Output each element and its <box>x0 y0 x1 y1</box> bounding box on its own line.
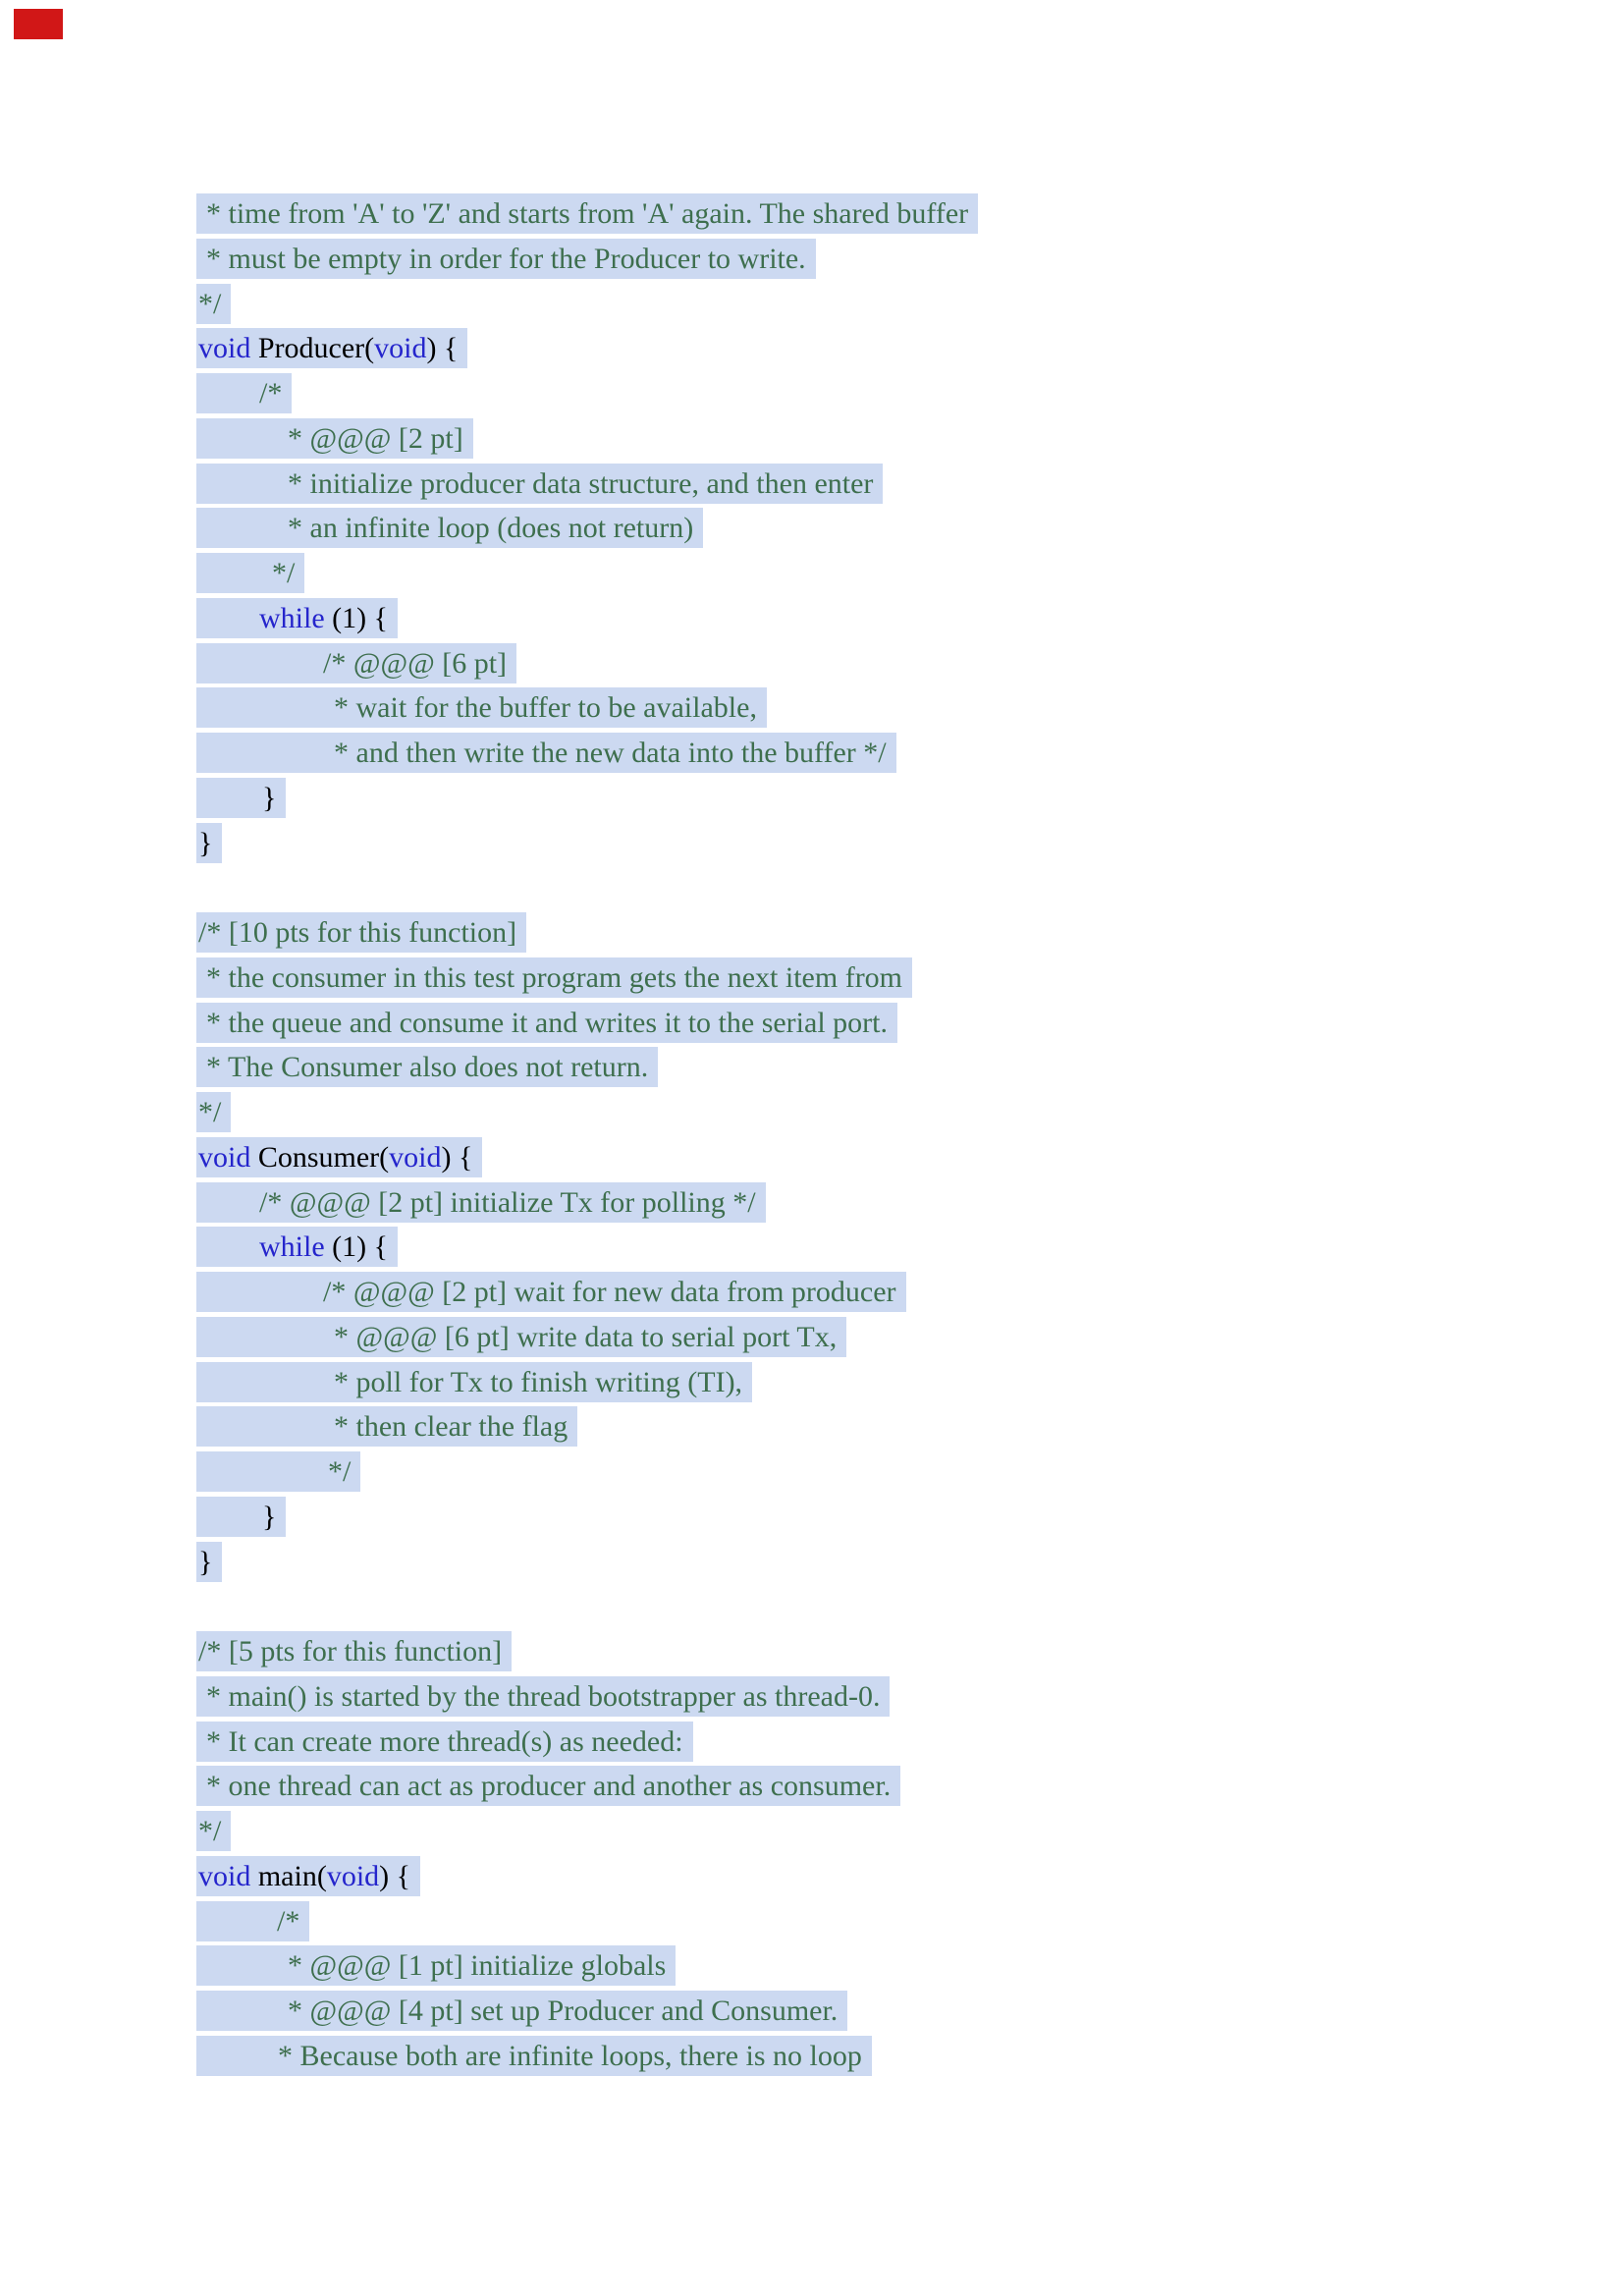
comment-token: */ <box>272 557 296 589</box>
code-line[interactable] <box>196 912 526 953</box>
code-line[interactable] <box>196 373 292 413</box>
code-line[interactable] <box>196 1497 286 1537</box>
code-line[interactable] <box>196 1451 360 1492</box>
code-token: } <box>198 826 213 859</box>
code-line[interactable] <box>196 1182 766 1223</box>
code-token: ) { <box>441 1140 473 1174</box>
code-line[interactable] <box>196 1047 658 1087</box>
comment-token: */ <box>198 1815 222 1847</box>
keyword-token: void <box>389 1140 442 1174</box>
comment-token: /* @@@ [2 pt] initialize Tx for polling */ <box>259 1185 756 1219</box>
code-token: (1) { <box>324 601 389 634</box>
code-token: Consumer( <box>250 1140 390 1174</box>
keyword-token: void <box>374 332 427 365</box>
code-line[interactable] <box>196 418 473 459</box>
comment-token: /* @@@ [2 pt] wait for new data from producer <box>323 1276 896 1308</box>
code-line[interactable] <box>196 1317 846 1357</box>
keyword-token: while <box>259 601 325 634</box>
comment-token: * @@@ [4 pt] set up Producer and Consumer. <box>288 1995 839 2027</box>
keyword-token: void <box>198 332 251 365</box>
code-line[interactable] <box>196 687 767 728</box>
comment-token: * wait for the buffer to be available, <box>334 691 757 725</box>
code-token: } <box>262 1500 277 1533</box>
code-line[interactable] <box>196 643 516 683</box>
comment-token: */ <box>198 1096 222 1128</box>
comment-token: * Because both are infinite loops, there is no loop <box>278 2039 862 2072</box>
code-line[interactable] <box>196 1542 222 1582</box>
comment-token: * poll for Tx to finish writing (TI), <box>334 1365 743 1398</box>
code-line[interactable] <box>196 1003 897 1043</box>
code-token: ) { <box>426 332 459 365</box>
code-line[interactable] <box>196 1137 482 1177</box>
comment-token: * time from 'A' to 'Z' and starts from 'A' again. The shared buffer <box>206 197 969 230</box>
comment-token: * and then write the new data into the buffer */ <box>334 737 887 769</box>
code-token: ) { <box>379 1859 411 1892</box>
code-line[interactable] <box>196 1092 231 1132</box>
code-line[interactable] <box>196 1945 676 1986</box>
comment-token: */ <box>328 1455 352 1488</box>
comment-token: /* [10 pts for this function] <box>198 916 517 949</box>
code-line[interactable] <box>196 1272 906 1312</box>
code-line[interactable] <box>196 1901 309 1941</box>
code-line[interactable] <box>196 284 231 324</box>
code-line[interactable] <box>196 778 286 818</box>
comment-token: * main() is started by the thread bootstrapper as thread-0. <box>206 1679 881 1713</box>
code-line[interactable] <box>196 1631 512 1671</box>
comment-token: /* @@@ [6 pt] <box>323 646 508 680</box>
code-line[interactable] <box>196 957 912 998</box>
code-line[interactable] <box>196 1722 693 1762</box>
code-token: main( <box>250 1859 327 1892</box>
comment-token: * @@@ [6 pt] write data to serial port Tx, <box>334 1320 838 1353</box>
comment-token: * an infinite loop (does not return) <box>288 512 694 545</box>
code-line[interactable] <box>196 553 304 593</box>
code-token: Producer( <box>250 332 375 365</box>
comment-token: * one thread can act as producer and another as consumer. <box>206 1770 892 1803</box>
keyword-token: void <box>198 1140 251 1174</box>
code-line[interactable] <box>196 239 816 279</box>
code-line[interactable] <box>196 1227 398 1267</box>
code-line[interactable] <box>196 1406 577 1447</box>
code-token: } <box>262 781 277 814</box>
comment-token: * must be empty in order for the Producer to write. <box>206 242 806 275</box>
code-line[interactable] <box>196 1856 420 1896</box>
code-line[interactable] <box>196 1362 752 1402</box>
comment-token: /* [5 pts for this function] <box>198 1635 503 1667</box>
keyword-token: void <box>326 1859 380 1892</box>
code-line[interactable] <box>196 2036 872 2076</box>
keyword-token: while <box>259 1230 325 1264</box>
comment-token: */ <box>198 287 222 320</box>
code-line[interactable] <box>196 1991 847 2031</box>
code-line[interactable] <box>196 1766 900 1806</box>
comment-token: * the consumer in this test program gets the next item from <box>206 960 903 994</box>
keyword-token: void <box>198 1859 251 1892</box>
code-line[interactable] <box>196 508 703 548</box>
comment-token: * The Consumer also does not return. <box>206 1051 649 1084</box>
comment-token: * the queue and consume it and writes it to the serial port. <box>206 1006 888 1039</box>
code-line[interactable] <box>196 328 467 368</box>
code-line[interactable] <box>196 1676 890 1717</box>
code-line[interactable] <box>196 464 883 504</box>
code-line[interactable] <box>196 823 222 863</box>
comment-token: * It can create more thread(s) as needed: <box>206 1724 683 1758</box>
comment-token: * @@@ [2 pt] <box>288 421 463 455</box>
comment-token: /* <box>259 377 283 410</box>
comment-token: * then clear the flag <box>334 1410 568 1444</box>
code-token: } <box>198 1545 213 1578</box>
code-line[interactable] <box>196 598 398 638</box>
code-line[interactable] <box>196 193 978 234</box>
comment-token: /* <box>277 1904 300 1938</box>
comment-token: * initialize producer data structure, and then enter <box>288 466 874 500</box>
code-token: (1) { <box>324 1230 389 1264</box>
comment-token: * @@@ [1 pt] initialize globals <box>288 1949 667 1983</box>
code-line[interactable] <box>196 733 896 773</box>
code-line[interactable] <box>196 1811 231 1851</box>
